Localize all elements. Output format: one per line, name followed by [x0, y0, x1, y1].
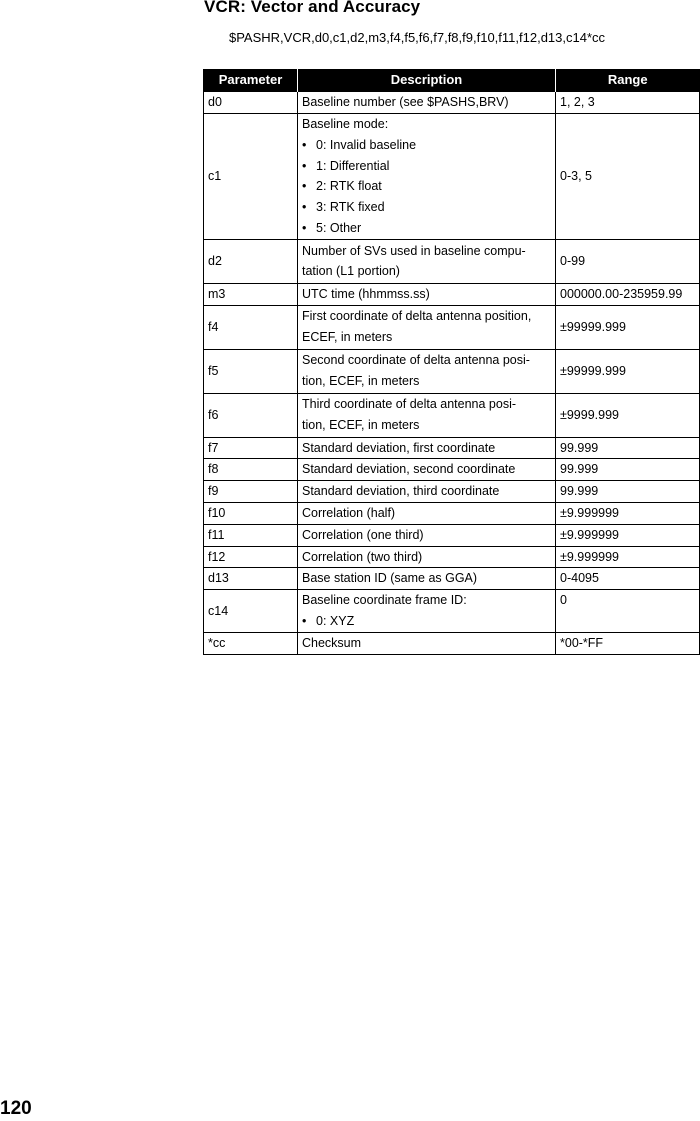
cell-range: ±9999.999 [556, 393, 700, 437]
description-bullet: • 0: Invalid baseline [302, 135, 551, 156]
cell-parameter: f11 [204, 524, 298, 546]
cell-description [298, 524, 556, 546]
cell-range: 0-99 [556, 239, 700, 283]
cell-range: 1, 2, 3 [556, 92, 700, 114]
description-line: Second coordinate of delta antenna posi- [302, 353, 530, 368]
cell-description [298, 239, 556, 283]
table-row [204, 590, 700, 633]
cell-description [298, 349, 556, 393]
cell-description [298, 305, 556, 349]
cell-description [298, 590, 556, 633]
table-row [204, 283, 700, 305]
table-row [204, 459, 700, 481]
table-row [204, 524, 700, 546]
cell-description [298, 632, 556, 654]
description-line: tion, ECEF, in meters [302, 418, 420, 433]
cell-range: 000000.00-235959.99 [556, 283, 700, 305]
description-line: UTC time (hhmmss.ss) [302, 286, 430, 301]
cell-parameter: f6 [204, 393, 298, 437]
table-row [204, 481, 700, 503]
cell-description [298, 546, 556, 568]
cell-parameter: m3 [204, 283, 298, 305]
description-line: Third coordinate of delta antenna posi- [302, 397, 517, 412]
cell-description [298, 283, 556, 305]
parameter-table [203, 69, 700, 655]
description-line: Correlation (one third) [302, 527, 424, 542]
description-line: Standard deviation, third coordinate [302, 484, 500, 499]
cell-parameter: d2 [204, 239, 298, 283]
description-line: First coordinate of delta antenna position, [302, 309, 532, 324]
cell-range: ±9.999999 [556, 502, 700, 524]
cell-description [298, 92, 556, 114]
header-parameter: Parameter [204, 69, 298, 92]
description-line: Correlation (half) [302, 505, 396, 520]
section-title: VCR: Vector and Accuracy [204, 0, 421, 16]
header-range: Range [556, 69, 700, 92]
command-syntax: $PASHR,VCR,d0,c1,d2,m3,f4,f5,f6,f7,f8,f9,f10,f11,f12,d13,c14*cc [229, 30, 606, 45]
description-line: Standard deviation, first coordinate [302, 440, 496, 455]
page-number: 120 [0, 1098, 32, 1119]
cell-parameter: f5 [204, 349, 298, 393]
cell-range: 99.999 [556, 437, 700, 459]
table-row [204, 113, 700, 239]
description-bullet: • 3: RTK fixed [302, 197, 551, 218]
table-row [204, 546, 700, 568]
description-line: Number of SVs used in baseline compu- [302, 243, 526, 258]
cell-parameter: c14 [204, 590, 298, 633]
cell-parameter: f4 [204, 305, 298, 349]
table-row [204, 502, 700, 524]
description-line: Base station ID (same as GGA) [302, 571, 478, 586]
cell-parameter: *cc [204, 632, 298, 654]
description-line: Checksum [302, 635, 362, 650]
description-line: Standard deviation, second coordinate [302, 462, 516, 477]
table-row [204, 437, 700, 459]
cell-description [298, 568, 556, 590]
cell-description [298, 113, 556, 239]
cell-parameter: f9 [204, 481, 298, 503]
table-row [204, 632, 700, 654]
cell-range: *00-*FF [556, 632, 700, 654]
cell-parameter: d0 [204, 92, 298, 114]
table-row [204, 568, 700, 590]
cell-range: 0 [556, 590, 700, 633]
cell-range: 99.999 [556, 459, 700, 481]
cell-description [298, 393, 556, 437]
description-line: Baseline coordinate frame ID: [302, 593, 467, 608]
table-row [204, 349, 700, 393]
description-bullet: • 0: XYZ [302, 611, 551, 632]
description-line: ECEF, in meters [302, 330, 393, 345]
description-bullet: • 1: Differential [302, 156, 551, 177]
cell-range: ±9.999999 [556, 546, 700, 568]
description-line: tation (L1 portion) [302, 264, 400, 279]
cell-parameter: f7 [204, 437, 298, 459]
cell-parameter: d13 [204, 568, 298, 590]
description-line: Baseline mode: [302, 116, 389, 131]
table-row [204, 305, 700, 349]
cell-description [298, 481, 556, 503]
description-line: Correlation (two third) [302, 549, 423, 564]
cell-description [298, 459, 556, 481]
cell-range: ±9.999999 [556, 524, 700, 546]
cell-parameter: f8 [204, 459, 298, 481]
description-line: Baseline number (see $PASHS,BRV) [302, 95, 509, 109]
cell-parameter: f12 [204, 546, 298, 568]
cell-range: ±99999.999 [556, 349, 700, 393]
table-row [204, 393, 700, 437]
header-description: Description [298, 69, 556, 92]
cell-description [298, 502, 556, 524]
cell-range: 0-3, 5 [556, 113, 700, 239]
description-line: tion, ECEF, in meters [302, 374, 420, 389]
table-row [204, 92, 700, 114]
cell-parameter: f10 [204, 502, 298, 524]
table-header-row [204, 69, 700, 92]
cell-description [298, 437, 556, 459]
description-bullet: • 5: Other [302, 218, 551, 239]
cell-parameter: c1 [204, 113, 298, 239]
cell-range: ±99999.999 [556, 305, 700, 349]
table-row [204, 239, 700, 283]
cell-range: 0-4095 [556, 568, 700, 590]
description-bullet: • 2: RTK float [302, 176, 551, 197]
cell-range: 99.999 [556, 481, 700, 503]
